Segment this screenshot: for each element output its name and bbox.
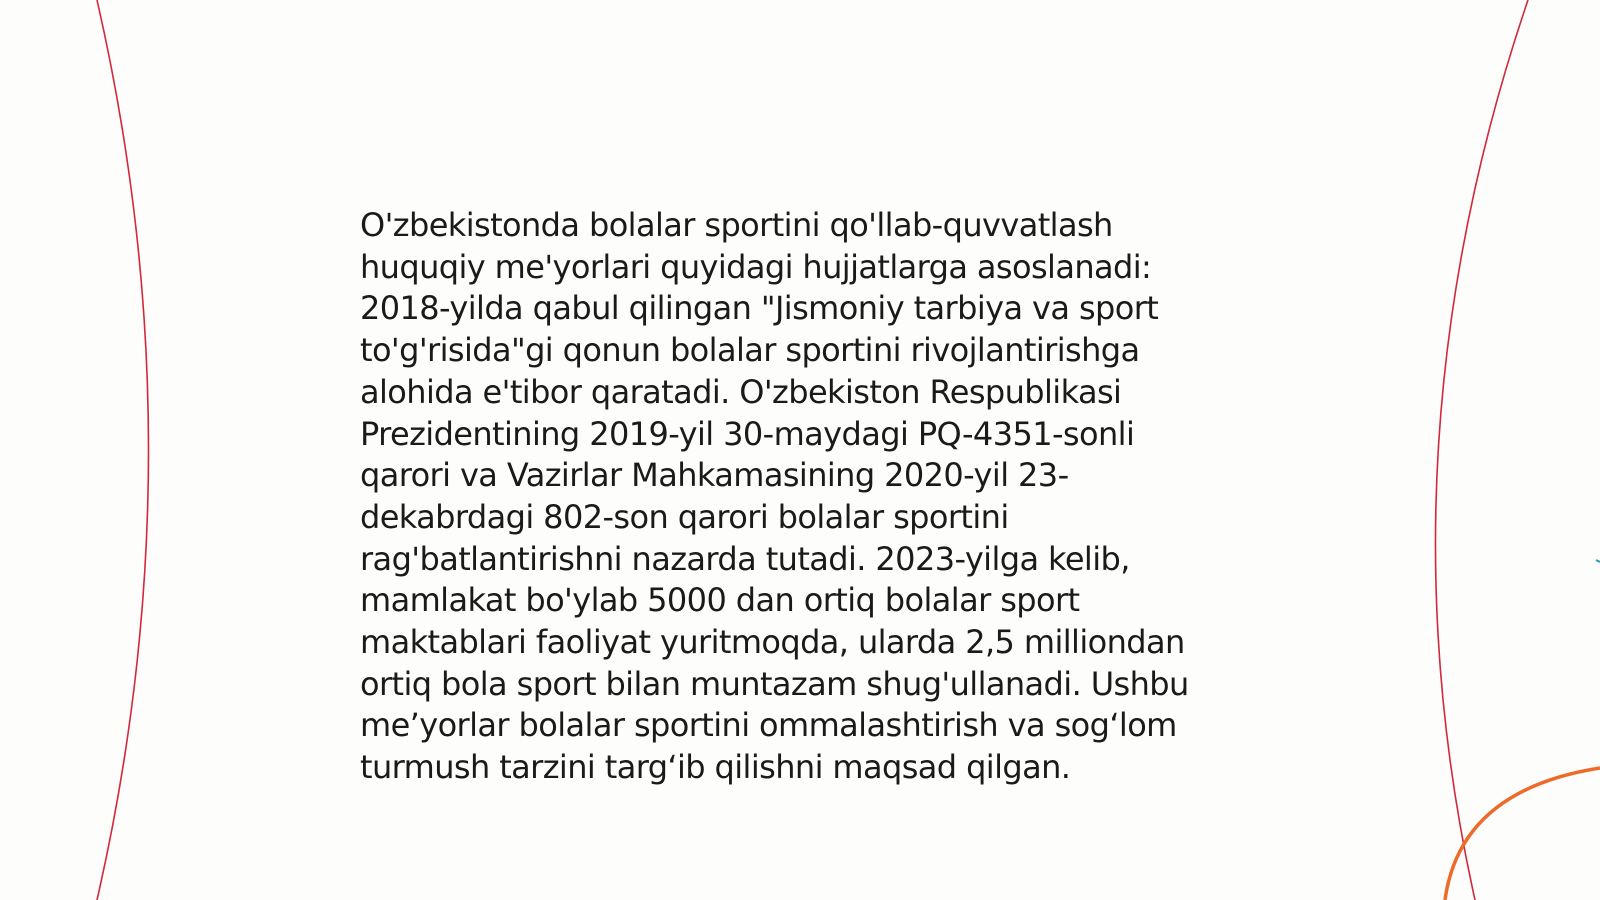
- body-text: O'zbekistonda bolalar sportini qo'llab-quvvatlash huquqiy me'yorlari quyidagi hujjatlarga asoslanadi: 2018-yilda qabul qilingan "Jismoniy tarbiya va sport to'g'risida"gi qonun bolalar sportini rivojlantirishga alohida e'tibor qaratadi. O'zbekiston Respublikasi Prezidentining 2019-yil 30-maydagi PQ-4351-sonli qarori va Vazirlar Mahkamasining 2020-yil 23- dekabrdagi 802-son qarori bolalar sportini rag'batlantirishni nazarda tutadi. 2023-yilga kelib, mamlakat bo'ylab 5000 dan ortiq bolalar sport maktablari faoliyat yuritmoqda, ularda 2,5 milliondan ortiq bola sport bilan muntazam shug'ullanadi. Ushbu me’yorlar bolalar sportini ommalashtirish va sog‘lom turmush tarzini targ‘ib qilishni maqsad qilgan.: [360, 206, 1189, 787]
- left-decorative-curve: [97, 0, 149, 900]
- right-decorative-curve: [1435, 0, 1528, 900]
- orange-accent-arc: [1445, 768, 1600, 900]
- teal-accent-mark: [1596, 560, 1600, 562]
